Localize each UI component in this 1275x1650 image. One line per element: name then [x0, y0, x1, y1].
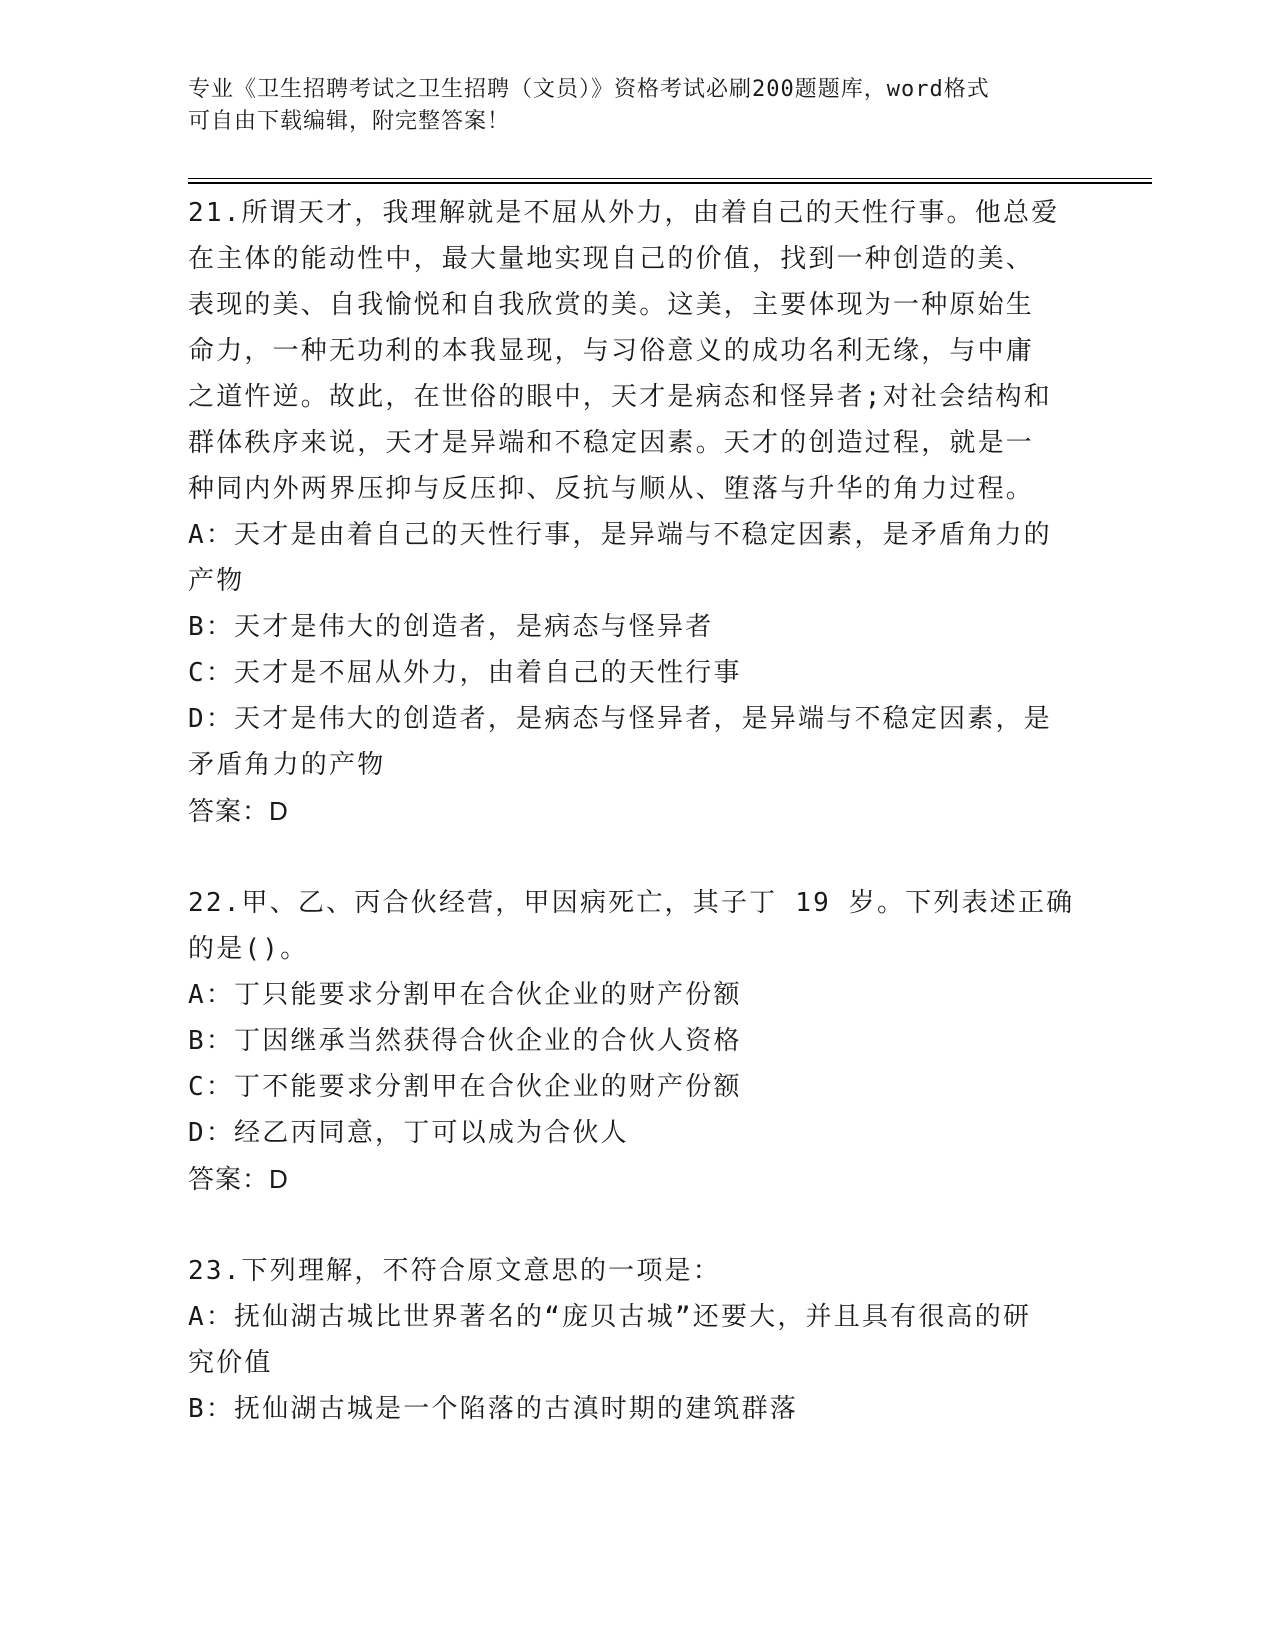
option-a-line: A：抚仙湖古城比世界著名的“庞贝古城”还要大，并且具有很高的研	[188, 1302, 1032, 1332]
header-divider-thin	[188, 178, 1152, 179]
question-22	[188, 880, 1088, 1202]
option-a-line: 产物	[188, 566, 245, 596]
option-a-line: A：丁只能要求分割甲在合伙企业的财产份额	[188, 980, 742, 1010]
question-stem-line: 群体秩序来说，天才是异端和不稳定因素。天才的创造过程，就是一	[188, 428, 1035, 458]
option-c-line: C：天才是不屈从外力，由着自己的天性行事	[188, 658, 742, 688]
question-spacer	[188, 1202, 1088, 1248]
question-stem-line: 22.甲、乙、丙合伙经营，甲因病死亡，其子丁 19 岁。下列表述正确	[188, 888, 1075, 918]
header-title-line-1: 专业《卫生招聘考试之卫生招聘（文员）》资格考试必刷200题题库，word格式	[188, 77, 990, 102]
header-divider-thick	[188, 182, 1152, 184]
option-d-line: 矛盾角力的产物	[188, 750, 386, 780]
option-b-line: B：抚仙湖古城是一个陷落的古滇时期的建筑群落	[188, 1394, 799, 1424]
option-a-line: 究价值	[188, 1348, 273, 1378]
question-stem-line: 21.所谓天才，我理解就是不屈从外力，由着自己的天性行事。他总爱	[188, 198, 1060, 228]
question-stem-line: 在主体的能动性中，最大量地实现自己的价值，找到一种创造的美、	[188, 244, 1035, 274]
option-b-line: B：天才是伟大的创造者，是病态与怪异者	[188, 612, 714, 642]
header-title-line-2: 可自由下载编辑，附完整答案！	[188, 109, 511, 134]
question-stem-line: 的是()。	[188, 934, 309, 964]
question-23	[188, 1248, 1088, 1432]
option-d-line: D：天才是伟大的创造者，是病态与怪异者，是异端与不稳定因素，是	[188, 704, 1052, 734]
option-a-line: A：天才是由着自己的天性行事，是异端与不稳定因素，是矛盾角力的	[188, 520, 1052, 550]
question-stem-line: 之道忤逆。故此，在世俗的眼中，天才是病态和怪异者;对社会结构和	[188, 382, 1052, 412]
question-stem-line: 表现的美、自我愉悦和自我欣赏的美。这美，主要体现为一种原始生	[188, 290, 1035, 320]
answer-label: 答案：D	[188, 796, 289, 826]
option-b-line: B：丁因继承当然获得合伙企业的合伙人资格	[188, 1026, 742, 1056]
option-c-line: C：丁不能要求分割甲在合伙企业的财产份额	[188, 1072, 742, 1102]
option-d-line: D：经乙丙同意，丁可以成为合伙人	[188, 1118, 629, 1148]
question-stem-line: 命力，一种无功利的本我显现，与习俗意义的成功名利无缘，与中庸	[188, 336, 1035, 366]
question-stem-line: 种同内外两界压抑与反压抑、反抗与顺从、堕落与升华的角力过程。	[188, 474, 1035, 504]
question-spacer	[188, 834, 1088, 880]
question-list	[188, 190, 1088, 1432]
question-21	[188, 190, 1088, 834]
answer-label: 答案：D	[188, 1164, 289, 1194]
question-stem-line: 23.下列理解，不符合原文意思的一项是：	[188, 1256, 721, 1286]
document-header	[188, 74, 1068, 138]
